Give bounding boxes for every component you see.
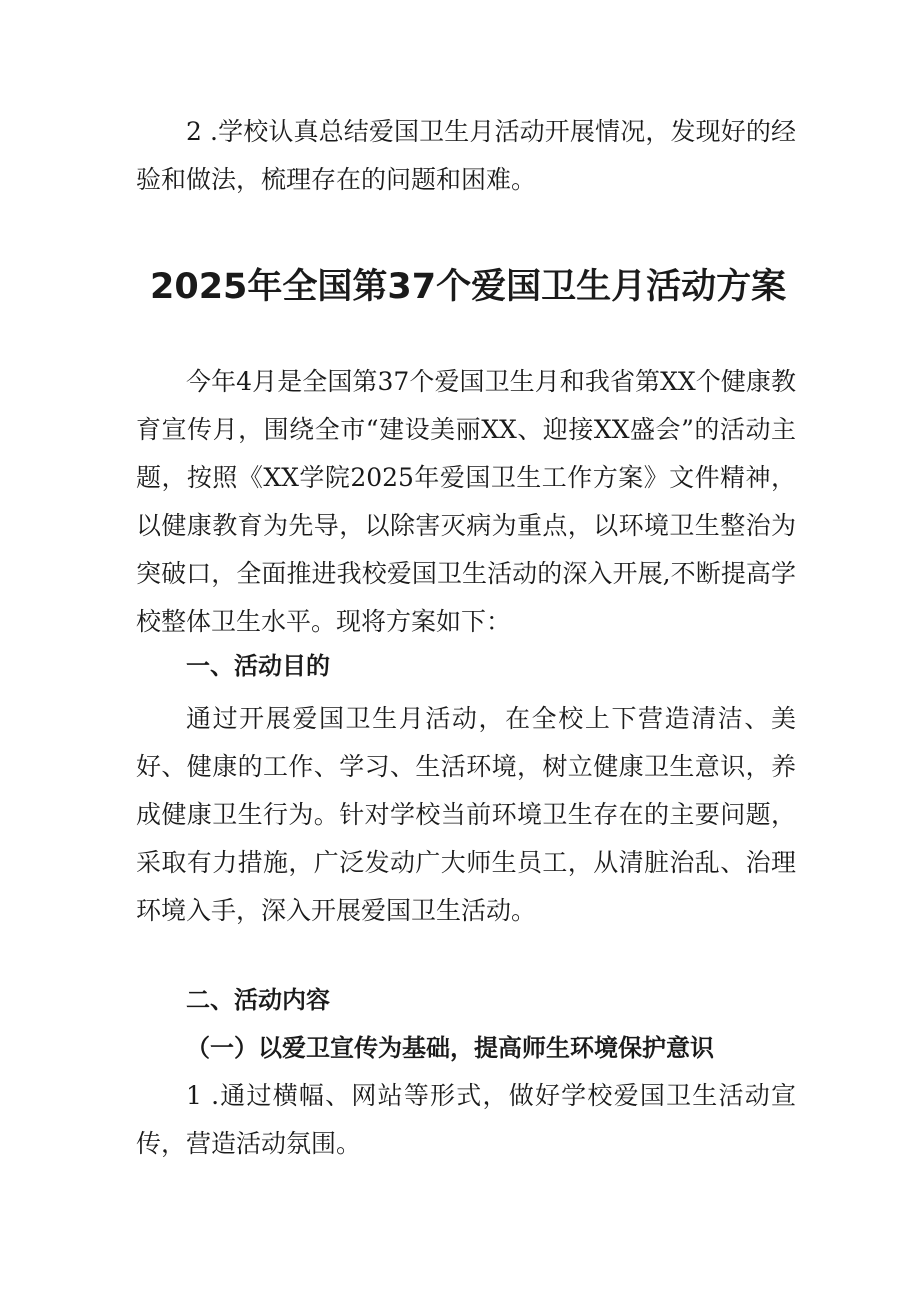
content-item-1: 1 .通过横幅、网站等形式，做好学校爱国卫生活动宣传，营造活动氛围。 (136, 1081, 796, 1158)
intro-paragraph: 今年4月是全国第37个爱国卫生月和我省第XX个健康教育宣传月，围绕全市“建设美丽XX、迎接XX盛会”的活动主题，按照《XX学院2025年爱国卫生工作方案》文件精神，以健康教育为先导，以除害灭病为重点，以环境卫生整治为突破口，全面推进我校爱国卫生活动的深入开展,不断提高学校整体卫生水平。现将方案如下： (136, 367, 796, 636)
section-purpose-body: 通过开展爱国卫生月活动，在全校上下营造清洁、美好、健康的工作、学习、生活环境，树立健康卫生意识，养成健康卫生行为。针对学校当前环境卫生存在的主要问题，采取有力措施，广泛发动广大师生员工，从清脏治乱、治理环境入手，深入开展爱国卫生活动。 (136, 704, 796, 925)
section-heading-content: 二、活动内容 (186, 986, 330, 1014)
paragraph-previous-item-2: 2 .学校认真总结爱国卫生月活动开展情况，发现好的经验和做法，梳理存在的问题和困难。 (136, 117, 796, 194)
subsection-heading-publicity: （一）以爱卫宣传为基础，提高师生环境保护意识 (186, 1034, 714, 1062)
section-heading-purpose: 一、活动目的 (186, 652, 330, 680)
document-title: 2025年全国第37个爱国卫生月活动方案 (150, 267, 787, 307)
